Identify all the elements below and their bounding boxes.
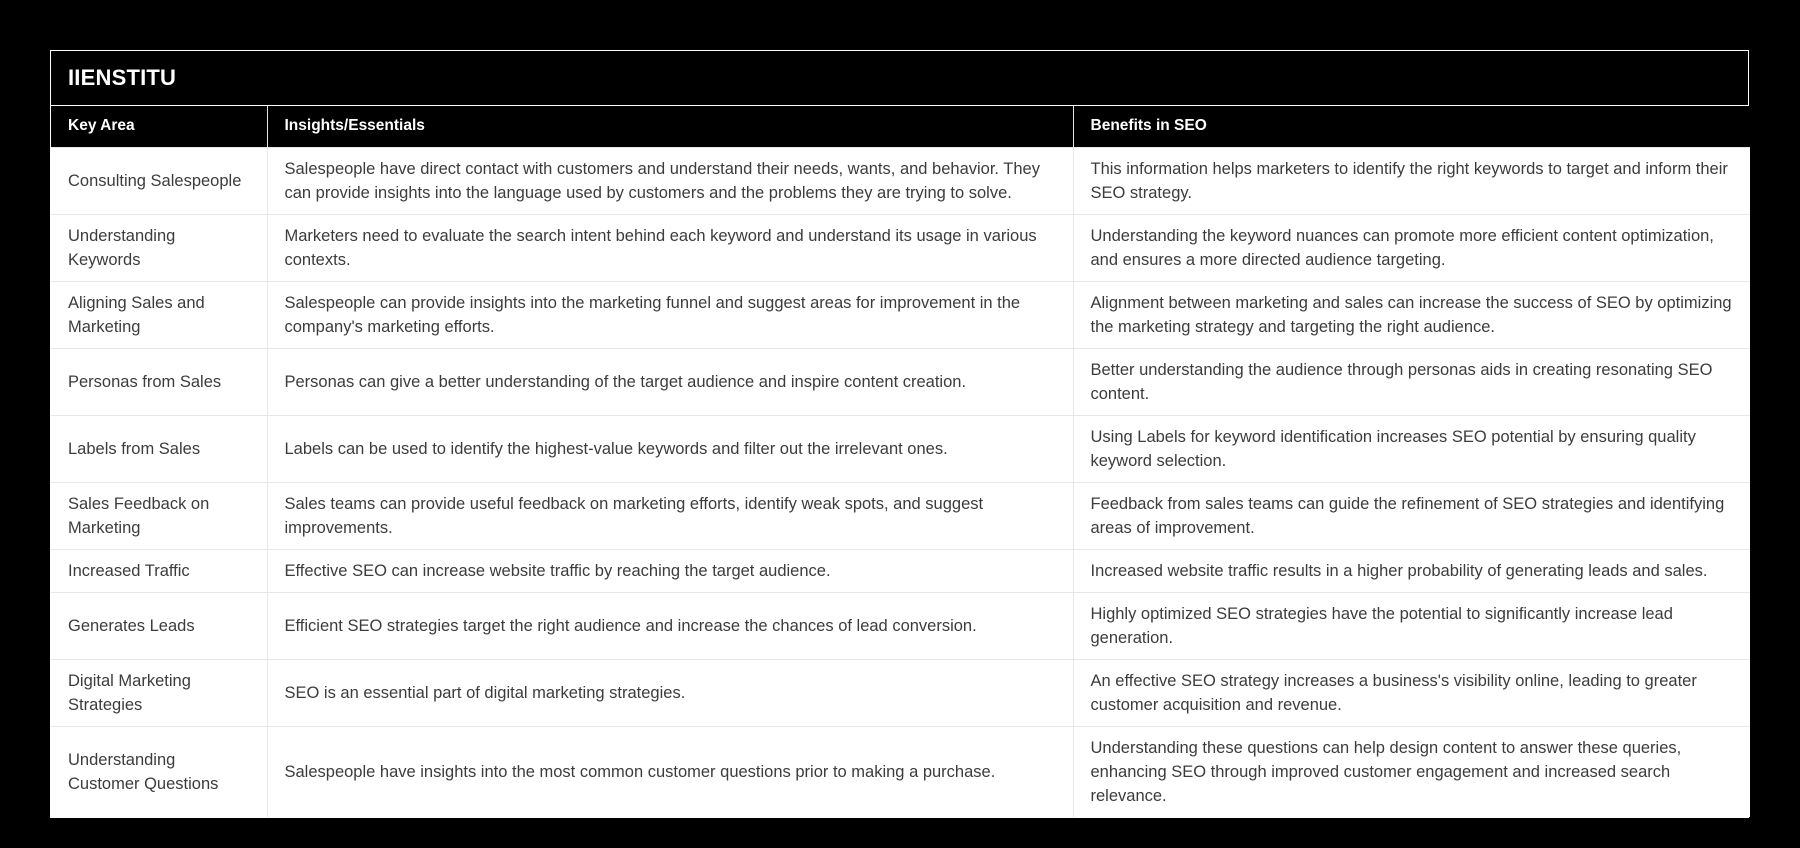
table-row xyxy=(51,214,1750,281)
table-row xyxy=(51,482,1750,549)
key-area-cell: Sales Feedback on Marketing xyxy=(51,482,267,549)
key-area-cell: Personas from Sales xyxy=(51,348,267,415)
key-area-cell: Understanding Customer Questions xyxy=(51,726,267,817)
seo-insights-table xyxy=(51,106,1750,817)
table-row xyxy=(51,726,1750,817)
table-row xyxy=(51,348,1750,415)
table-header xyxy=(51,106,1750,147)
table-row xyxy=(51,549,1750,592)
insights-cell: Salespeople can provide insights into the marketing funnel and suggest areas for improvement in the company's marketing efforts. xyxy=(267,281,1073,348)
table-row xyxy=(51,415,1750,482)
column-header-benefits: Benefits in SEO xyxy=(1073,106,1750,147)
insights-cell: Sales teams can provide useful feedback on marketing efforts, identify weak spots, and suggest improvements. xyxy=(267,482,1073,549)
column-header-insights: Insights/Essentials xyxy=(267,106,1073,147)
insights-cell: Salespeople have insights into the most common customer questions prior to making a purchase. xyxy=(267,726,1073,817)
key-area-cell: Aligning Sales and Marketing xyxy=(51,281,267,348)
table-card xyxy=(50,50,1749,818)
insights-cell: Labels can be used to identify the highest-value keywords and filter out the irrelevant ones. xyxy=(267,415,1073,482)
benefits-cell: This information helps marketers to identify the right keywords to target and inform their SEO strategy. xyxy=(1073,147,1750,214)
benefits-cell: Better understanding the audience through personas aids in creating resonating SEO content. xyxy=(1073,348,1750,415)
key-area-cell: Increased Traffic xyxy=(51,549,267,592)
benefits-cell: Highly optimized SEO strategies have the potential to significantly increase lead generation. xyxy=(1073,592,1750,659)
page-title: IIENSTITU xyxy=(68,65,177,90)
table-row xyxy=(51,281,1750,348)
benefits-cell: Increased website traffic results in a higher probability of generating leads and sales. xyxy=(1073,549,1750,592)
benefits-cell: Using Labels for keyword identification increases SEO potential by ensuring quality keyword selection. xyxy=(1073,415,1750,482)
column-header-key-area: Key Area xyxy=(51,106,267,147)
insights-cell: Effective SEO can increase website traffic by reaching the target audience. xyxy=(267,549,1073,592)
benefits-cell: An effective SEO strategy increases a business's visibility online, leading to greater customer acquisition and revenue. xyxy=(1073,659,1750,726)
key-area-cell: Consulting Salespeople xyxy=(51,147,267,214)
benefits-cell: Understanding the keyword nuances can promote more efficient content optimization, and ensures a more directed audience targeting. xyxy=(1073,214,1750,281)
benefits-cell: Feedback from sales teams can guide the refinement of SEO strategies and identifying areas of improvement. xyxy=(1073,482,1750,549)
insights-cell: SEO is an essential part of digital marketing strategies. xyxy=(267,659,1073,726)
key-area-cell: Generates Leads xyxy=(51,592,267,659)
table-row xyxy=(51,147,1750,214)
key-area-cell: Understanding Keywords xyxy=(51,214,267,281)
insights-cell: Salespeople have direct contact with customers and understand their needs, wants, and behavior. They can provide insights into the language used by customers and the problems they are trying to solve. xyxy=(267,147,1073,214)
benefits-cell: Alignment between marketing and sales can increase the success of SEO by optimizing the marketing strategy and targeting the right audience. xyxy=(1073,281,1750,348)
insights-cell: Marketers need to evaluate the search intent behind each keyword and understand its usage in various contexts. xyxy=(267,214,1073,281)
benefits-cell: Understanding these questions can help design content to answer these queries, enhancing SEO through improved customer engagement and increased search relevance. xyxy=(1073,726,1750,817)
table-row xyxy=(51,592,1750,659)
insights-cell: Efficient SEO strategies target the right audience and increase the chances of lead conversion. xyxy=(267,592,1073,659)
table-row xyxy=(51,659,1750,726)
insights-cell: Personas can give a better understanding of the target audience and inspire content creation. xyxy=(267,348,1073,415)
key-area-cell: Labels from Sales xyxy=(51,415,267,482)
table-body xyxy=(51,147,1750,817)
table-header-row xyxy=(51,106,1750,147)
key-area-cell: Digital Marketing Strategies xyxy=(51,659,267,726)
title-bar xyxy=(51,51,1748,106)
